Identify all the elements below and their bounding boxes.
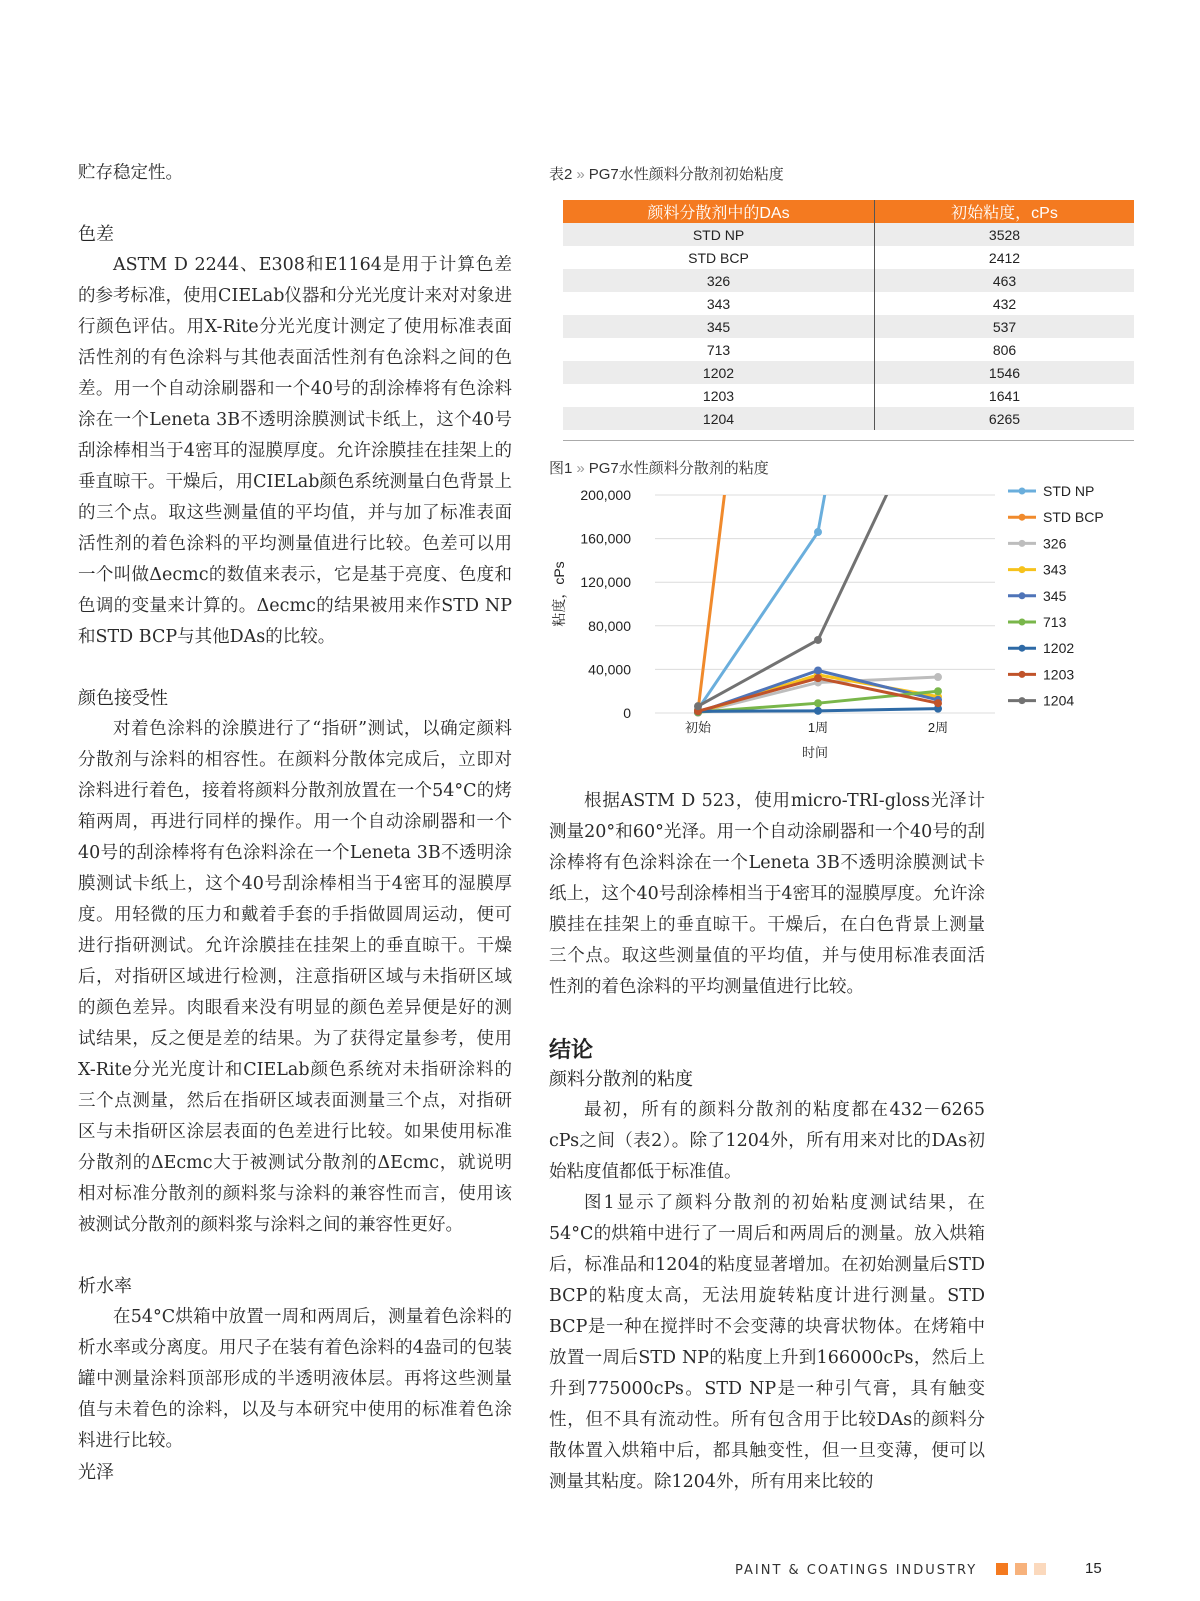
data-point (934, 699, 942, 707)
table2-caption (549, 163, 784, 184)
x-axis-title: 时间 (801, 745, 829, 760)
y-tick-label: 80,000 (588, 617, 631, 634)
table-row (563, 338, 1134, 361)
table-cell: 343 (563, 292, 875, 315)
table-cell: 713 (563, 338, 875, 361)
x-tick-label: 1周 (807, 720, 829, 735)
table-cell: 1202 (563, 361, 875, 384)
table-row (563, 315, 1134, 338)
data-point (934, 673, 942, 681)
paragraph-color-difference: ASTM D 2244、E308和E1164是用于计算色差的参考标准，使用CIELab仪器和分光光度计来对对象进行颜色评估。用X-Rite分光光度计测定了使用标准表面活性剂的有色涂料与其他表面活性剂有色涂料之间的色差。用一个自动涂刷器和一个40号的刮涂棒将有色涂料涂在一个Leneta 3B不透明涂膜测试卡纸上，这个40号刮涂棒相当于4密耳的湿膜厚度。允许涂膜挂在挂架上的垂直晾干。干燥后，用CIELab颜色系统测量白色背景上的三个点。取这些测量值的平均值，并与加了标准表面活性剂的着色涂料的平均测量值进行比较。色差可以用一个叫做Δecmc的数值来表示，它是基于亮度、色度和色调的变量来计算的。Δecmc的结果被用来作STD NP和STD BCP与其他DAs的比较。 (78, 255, 512, 647)
table-cell: STD NP (563, 223, 875, 246)
table-cell: 432 (992, 295, 1017, 312)
heading-dispersant-viscosity: 颜料分散剂的粘度 (549, 1069, 693, 1090)
table2-header-das: 颜料分散剂中的DAs (563, 200, 875, 223)
legend-marker (1019, 566, 1026, 573)
footer-square-icon (1015, 1563, 1027, 1575)
legend-label: STD NP (1043, 483, 1095, 499)
y-tick-label: 160,000 (580, 530, 631, 547)
table-cell: 3528 (875, 223, 1135, 246)
heading-color-difference: 色差 (78, 224, 114, 245)
journal-name: PAINT & COATINGS INDUSTRY (735, 1563, 978, 1578)
paragraph-gloss: 根据ASTM D 523，使用micro-TRI-gloss光泽计测量20°和60°光泽。用一个自动涂刷器和一个40号的刮涂棒将有色涂料涂在一个Leneta 3B不透明涂膜测试卡纸上，这个40号刮涂棒相当于4密耳的湿膜厚度。允许涂膜挂在挂架上的垂直晾干。干燥后，在白色背景上测量三个点。取这些测量值的平均值，并与使用标准表面活性剂的着色涂料的平均测量值进行比较。 (549, 791, 985, 997)
table-cell: 1641 (988, 387, 1021, 404)
data-point (814, 666, 822, 674)
legend-label: 1202 (1043, 640, 1075, 657)
legend-marker (1019, 645, 1026, 652)
legend-label: 343 (1043, 561, 1067, 578)
table-cell: 326 (563, 269, 875, 292)
legend-label: 713 (1043, 614, 1067, 630)
y-tick-label: 0 (623, 705, 631, 721)
divider (563, 440, 1134, 441)
table-cell: 6265 (875, 407, 1135, 430)
figure1-caption (549, 457, 769, 478)
paragraph-intro-tail: 贮存稳定性。 (78, 163, 183, 183)
plot-area (694, 478, 942, 717)
table-cell: 345 (563, 315, 875, 338)
legend-marker (1019, 488, 1026, 495)
paragraph-color-acceptance: 对着色涂料的涂膜进行了“指研”测试，以确定颜料分散剂与涂料的相容性。在颜料分散体完成后，立即对涂料进行着色，接着将颜料分散剂放置在一个54°C的烤箱两周，再进行同样的操作。用一个自动涂刷器和一个40号的刮涂棒将有色涂料涂在一个Leneta 3B不透明涂膜测试卡纸上，这个40号刮涂棒相当于4密耳的湿膜厚度。用轻微的压力和戴着手套的手指做圆周运动，便可进行指研测试。允许涂膜挂在挂架上的垂直晾干。干燥后，对指研区域进行检测，注意指研区域与未指研区域的颜色差异。肉眼看来没有明显的颜色差异便是好的测试结果，反之便是差的结果。为了获得定量参考，使用X-Rite分光光度计和CIELab颜色系统对未指研涂料的三个点测量，然后在指研区域表面测量三个点，对指研区与未指研区涂层表面的色差进行比较。如果使用标准分散剂的ΔEcmc大于被测试分散剂的ΔEcmc，就说明相对标准分散剂的颜料浆与涂料的兼容性而言，使用该被测试分散剂的颜料浆与涂料之间的兼容性更好。 (78, 719, 512, 1235)
y-tick-label: 40,000 (588, 661, 631, 678)
table2-header-viscosity: 初始粘度，cPs (875, 200, 1135, 223)
legend-label: 1204 (1043, 692, 1075, 709)
table-cell: 806 (992, 341, 1017, 358)
data-point (814, 528, 822, 536)
legend-marker (1019, 697, 1026, 704)
table-cell: 463 (875, 269, 1135, 292)
heading-gloss: 光泽 (78, 1462, 114, 1483)
footer-square-icon (1034, 1563, 1046, 1575)
table-cell: STD BCP (563, 246, 875, 269)
legend-marker (1019, 540, 1026, 547)
figure1-label: 图1 (549, 460, 573, 477)
table-row (563, 384, 1134, 407)
table2-title: PG7水性颜料分散剂初始粘度 (588, 166, 784, 183)
y-axis-title: 粘度，cPs (551, 561, 567, 627)
x-tick-label: 2周 (927, 720, 949, 735)
data-point (814, 707, 822, 715)
table-row (563, 361, 1134, 384)
table2-label: 表2 (549, 166, 573, 183)
page-number: 15 (1085, 1560, 1102, 1577)
heading-conclusion: 结论 (549, 1038, 594, 1063)
caption-arrow-icon: » (576, 460, 585, 477)
legend-marker (1019, 592, 1026, 599)
data-point (814, 699, 822, 707)
table-row (563, 407, 1134, 430)
caption-arrow-icon: » (576, 166, 585, 183)
legend-label: 345 (1043, 587, 1067, 604)
table-cell: 1204 (563, 407, 875, 430)
x-tick-label: 初始 (684, 720, 712, 735)
legend-marker (1019, 671, 1026, 678)
legend-marker (1019, 514, 1026, 521)
figure1-title: PG7水性颜料分散剂的粘度 (588, 460, 769, 477)
y-tick-label: 200,000 (580, 487, 631, 503)
legend-label: 326 (1043, 535, 1067, 552)
paragraph-viscosity-2: 图1显示了颜料分散剂的初始粘度测试结果，在54°C的烘箱中进行了一周后和两周后的测量。放入烘箱后，标准品和1204的粘度显著增加。在初始测量后STD BCP的粘度太高，无法用旋转粘度计进行测量。STD BCP是一种在搅拌时不会变薄的块膏状物体。在烤箱中放置一周后STD NP的粘度上升到166000cPs，然后上升到775000cPs。STD NP是一种引气膏，具有触变性，但不具有流动性。所有包含用于比较DAs的颜料分散体置入烘箱中后，都具触变性，但一旦变薄，便可以测量其粘度。除1204外，所有用来比较的 (549, 1193, 985, 1492)
viscosity-line-chart (540, 478, 1140, 778)
data-point (814, 674, 822, 682)
table-row (563, 223, 1134, 246)
data-point (934, 687, 942, 695)
table-cell: 2412 (988, 249, 1021, 266)
heading-color-acceptance: 颜色接受性 (78, 688, 168, 709)
legend-label: STD BCP (1043, 509, 1104, 526)
table-row (563, 269, 1134, 292)
left-column (78, 158, 512, 1488)
paragraph-viscosity-1: 最初，所有的颜料分散剂的粘度都在432－6265 cPs之间（表2）。除了1204外，所有用来对比的DAs初始粘度值都低于标准值。 (549, 1100, 985, 1182)
footer-square-icon (996, 1563, 1008, 1575)
data-point (814, 636, 822, 644)
table-cell: 1546 (875, 361, 1135, 384)
right-column (549, 786, 985, 1498)
table-row (563, 246, 1134, 269)
table-row (563, 292, 1134, 315)
table2-header-row (563, 200, 1134, 223)
table2 (563, 200, 1134, 430)
table-cell: 1203 (563, 384, 875, 407)
heading-water-separation: 析水率 (78, 1276, 132, 1297)
data-point (694, 702, 702, 710)
table-cell: 537 (875, 315, 1135, 338)
legend-label: 1203 (1043, 666, 1075, 683)
y-tick-label: 120,000 (580, 574, 631, 591)
paragraph-water-separation: 在54°C烘箱中放置一周和两周后，测量着色涂料的析水率或分离度。用尺子在装有着色涂料的4盎司的包装罐中测量涂料顶部形成的半透明液体层。再将这些测量值与未着色的涂料，以及与本研究中使用的标准着色涂料进行比较。 (78, 1307, 512, 1451)
legend-marker (1019, 619, 1026, 626)
